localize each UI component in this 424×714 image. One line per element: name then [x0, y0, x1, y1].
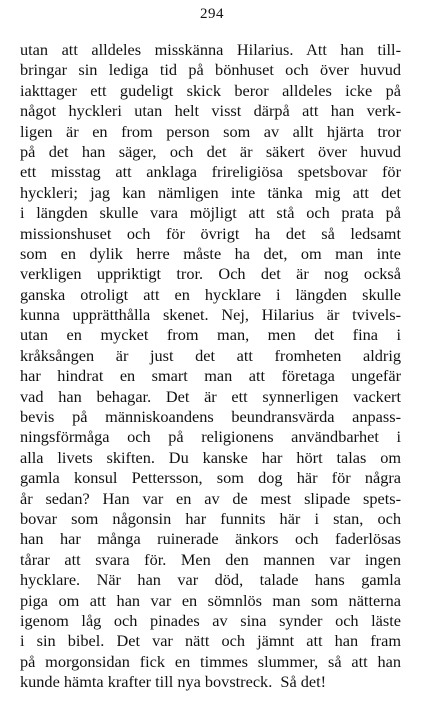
- text-line: i längden skulle vara möjligt att stå och prata på: [20, 203, 401, 223]
- text-line: kunna upprätthålla skenet. Nej, Hilarius är tvivels-: [20, 305, 401, 325]
- text-line: missionshuset och för övrigt ha det så ledsamt: [20, 223, 401, 243]
- text-line: alla livets skiften. Du kanske har hört talas om: [20, 447, 401, 467]
- text-line: ganska otroligt att en hycklare i längden skulle: [20, 284, 401, 304]
- text-line: utan en mycket from man, men det fina i: [20, 325, 401, 345]
- text-line: på det han säger, och det är säkert över huvud: [20, 141, 401, 161]
- text-line: igenom låg och pinades av sina synder och läste: [20, 610, 401, 630]
- text-line: verkligen uppriktigt tror. Och det är nog också: [20, 264, 401, 284]
- text-line: ningsförmåga och på religionens användbarhet i: [20, 427, 401, 447]
- text-line: något hyckleri utan helt visst därpå att han verk-: [20, 101, 401, 121]
- text-line: ligen är en from person som av allt hjärta tror: [20, 121, 401, 141]
- text-line: gamla konsul Pettersson, som dog här för några: [20, 468, 401, 488]
- text-line: vad han behagar. Det är ett synnerligen vackert: [20, 386, 401, 406]
- text-line: bevis på människoandens beundransvärda anpass-: [20, 407, 401, 427]
- text-line: piga om att han var en sömnlös man som nätterna: [20, 590, 401, 610]
- text-line: han har många ruinerade änkors och faderlösas: [20, 529, 401, 549]
- body-text: [20, 40, 401, 693]
- text-line: kråksången är just det att fromheten aldrig: [20, 345, 401, 365]
- text-line: bovar som någonsin har funnits här i stan, och: [20, 508, 401, 528]
- text-line: hyckleri; jag kan nämligen inte tänka mig att det: [20, 182, 401, 202]
- text-line: som en dylik herre måste ha det, om man inte: [20, 243, 401, 263]
- page-number: 294: [200, 6, 224, 22]
- text-line: iakttager ett gudeligt skick beror alldeles icke på: [20, 80, 401, 100]
- text-line: på morgonsidan fick en timmes slummer, så att han: [20, 651, 401, 671]
- text-line: år sedan? Han var en av de mest slipade spets-: [20, 488, 401, 508]
- text-line: bringar sin lediga tid på bönhuset och över huvud: [20, 60, 401, 80]
- text-line: i sin bibel. Det var nätt och jämnt att han fram: [20, 631, 401, 651]
- text-line: tårar att svara för. Men den mannen var ingen: [20, 549, 401, 569]
- text-line: utan att alldeles misskänna Hilarius. Att han till-: [20, 40, 401, 59]
- text-line-last: kunde hämta krafter till nya bovstreck. Så det!: [20, 672, 327, 692]
- text-line: ett misstag att anklaga frireligiösa spetsbovar för: [20, 162, 401, 182]
- text-line: hycklare. När han var död, talade hans gamla: [20, 570, 401, 590]
- text-line: har hindrat en smart man att företaga ungefär: [20, 366, 401, 386]
